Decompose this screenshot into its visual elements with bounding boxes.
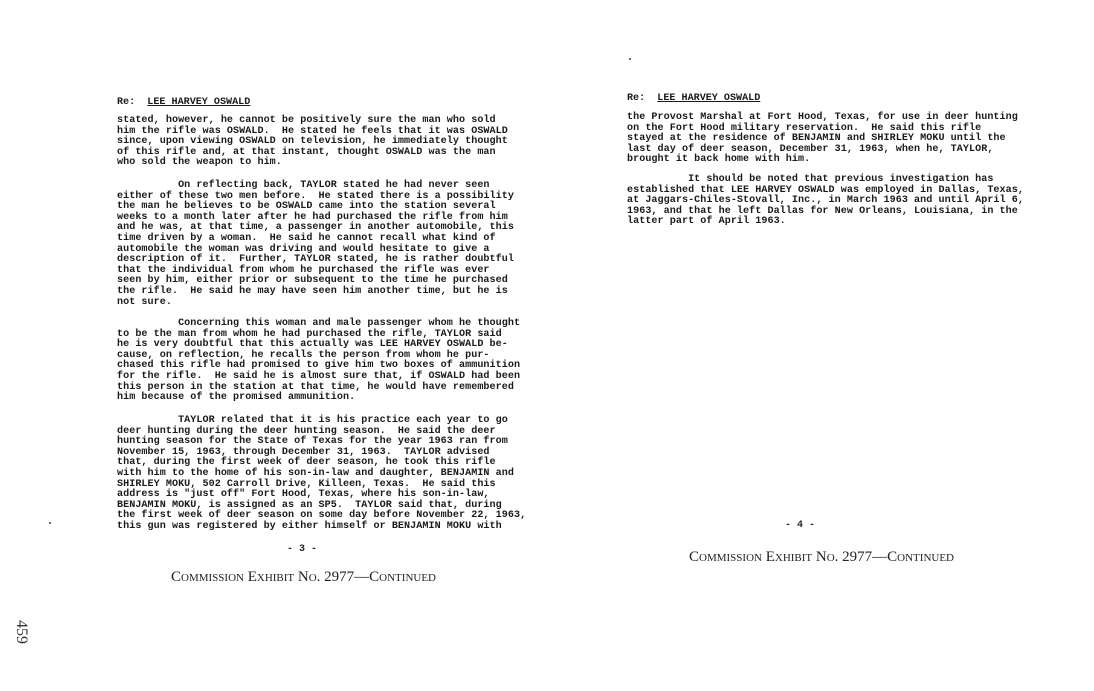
paragraph: Concerning this woman and male passenger whom he thought to be the man from whom he had purchased the rifle, TAYLOR said he is very doubtful that this actually was LEE HARVEY OSWALD be- cause, on reflection, he recalls the person from whom he pur- chased this rifle had promised to give him two boxes of ammunition for the rifle. He said he is almost sure that, if OSWALD had been this person in the station at that time, he would have remembered him because of the promised ammunition. [117,318,521,404]
side-page-number: 459 [13,620,30,644]
re-line [627,93,760,104]
page-number: - 3 - [287,544,318,555]
paragraph: It should be noted that previous investigation has established that LEE HARVEY OSWALD was employed in Dallas, Texas, at Jaggars-Chiles-Stovall, Inc., in March 1963 and until April 6, 1963, and that he left Dallas for New Orleans, Louisiana, in the latter part of April 1963. [627,174,1024,228]
re-line [117,97,250,108]
paragraph: stated, however, he cannot be positively sure the man who sold him the rifle was OSWALD. He stated he feels that it was OSWALD since, upon viewing OSWALD on television, he immediately thought of this rifle and, at that instant, thought OSWALD was the man who sold the weapon to him. [117,115,508,169]
re-label: Re: [117,97,136,108]
exhibit-caption: Commission Exhibit No. 2977—Continued [689,549,954,565]
re-subject: LEE HARVEY OSWALD [657,93,761,104]
paragraph: TAYLOR related that it is his practice each year to go deer hunting during the deer hunting season. He said the deer hunting season for the State of Texas for the year 1963 ran from November 15, 1963, through December 31, 1963. TAYLOR advised that, during the first week of deer season, he took this rifle with him to the home of his son-in-law and daughter, BENJAMIN and SHIRLEY MOKU, 502 Carroll Drive, Killeen, Texas. He said this address is "just off" Fort Hood, Texas, where his son-in-law, BENJAMIN MOKU, is assigned as an SP5. TAYLOR said that, during the first week of deer season on some day before November 22, 1963, this gun was registered by either himself or BENJAMIN MOKU with [117,415,527,532]
exhibit-caption: Commission Exhibit No. 2977—Continued [171,569,436,585]
scan-speck [49,522,51,524]
re-subject: LEE HARVEY OSWALD [147,97,251,108]
re-label: Re: [627,93,646,104]
scan-speck [629,58,631,60]
page-number: - 4 - [785,520,816,531]
paragraph: the Provost Marshal at Fort Hood, Texas, for use in deer hunting on the Fort Hood military reservation. He said this rifle stayed at the residence of BENJAMIN and SHIRLEY MOKU until the last day of deer season, December 31, 1963, when he, TAYLOR, brought it back home with him. [627,112,1018,166]
paragraph: On reflecting back, TAYLOR stated he had never seen either of these two men before. He stated there is a possibility the man he believes to be OSWALD came into the station several weeks to a month later after he had purchased the rifle from him and he was, at that time, a passenger in another automobile, this time driven by a woman. He said he cannot recall what kind of automobile the woman was driving and would hesitate to give a description of it. Further, TAYLOR stated, he is rather doubtful that the individual from whom he purchased the rifle was ever seen by him, either prior or subsequent to the time he purchased the rifle. He said he may have seen him another time, but he is not sure. [117,180,514,308]
